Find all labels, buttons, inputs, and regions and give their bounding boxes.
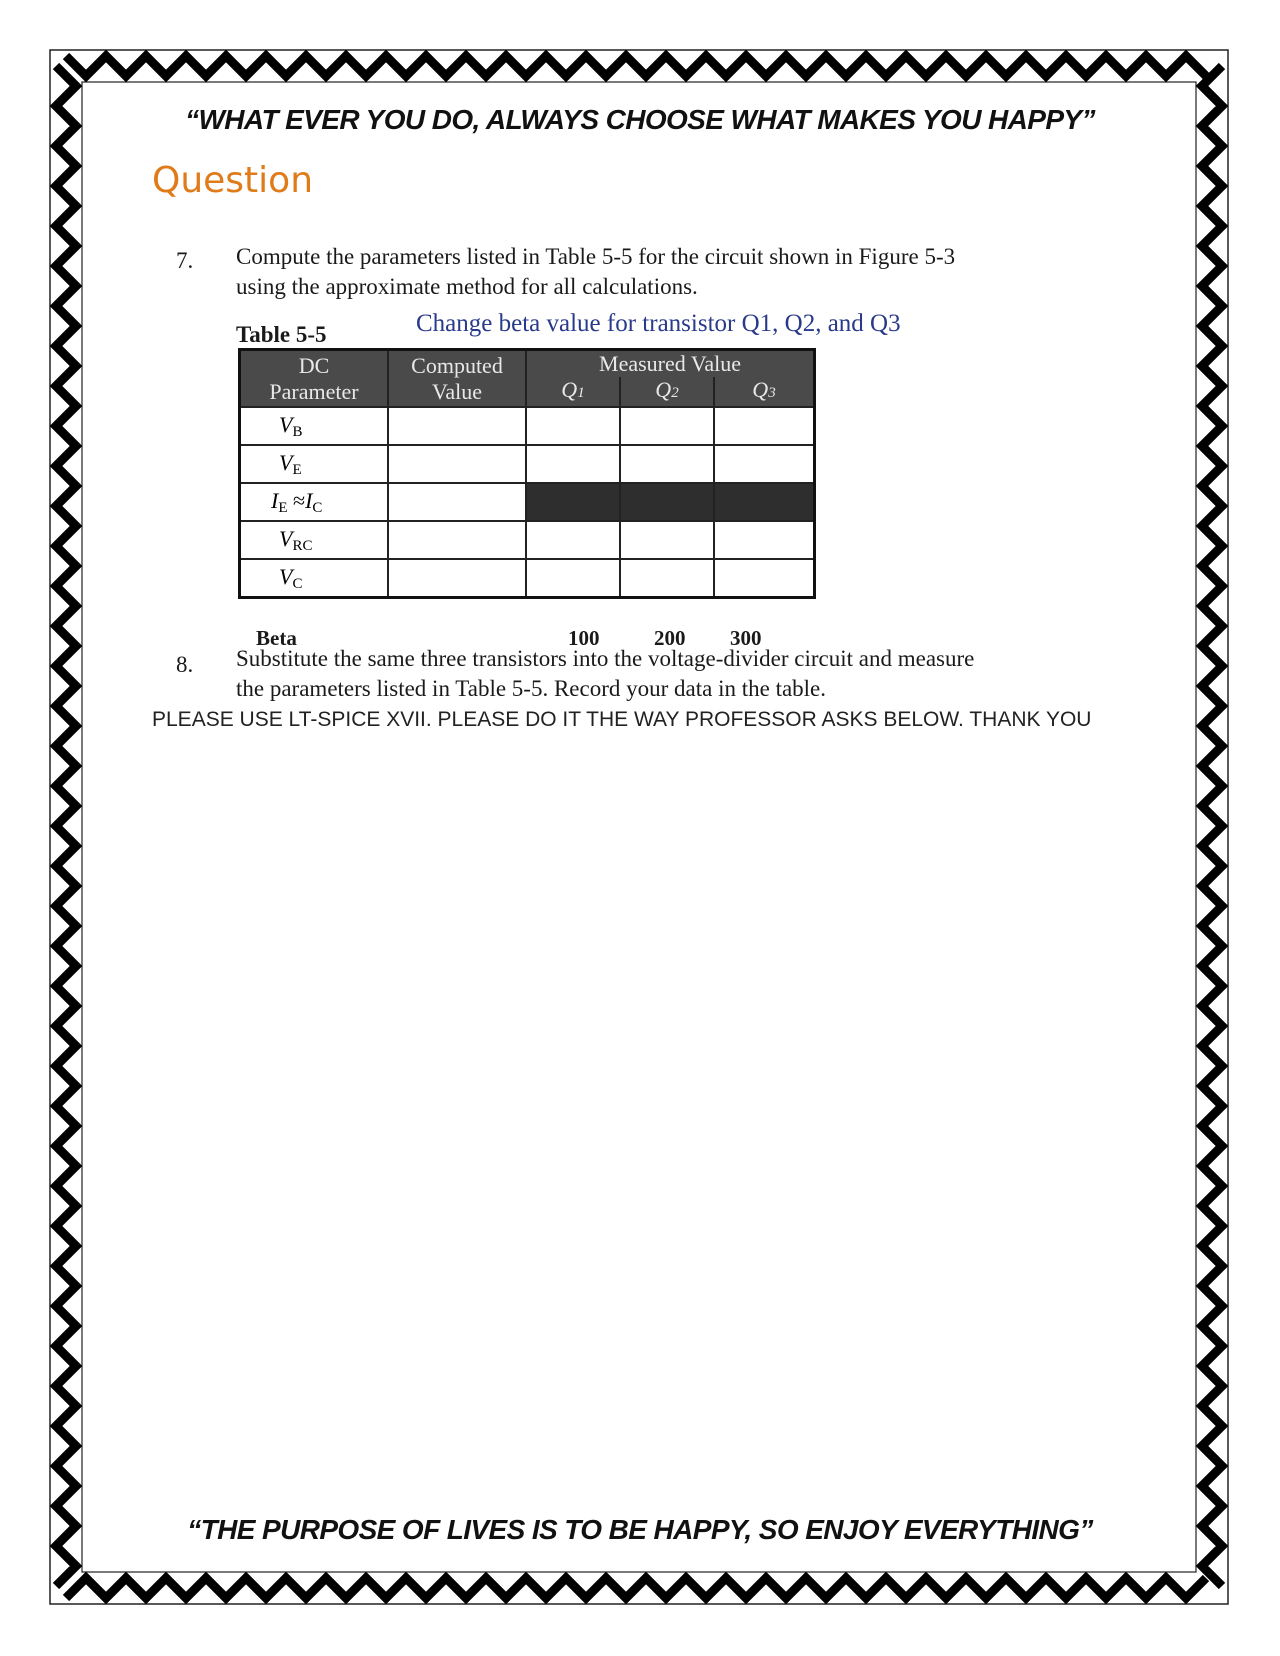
row-label-main: V — [279, 411, 293, 437]
cell-q2 — [620, 559, 714, 598]
q2-letter: Q — [655, 377, 672, 402]
header-dc: DC — [298, 352, 330, 378]
row-label-sub-2: C — [312, 499, 323, 516]
cell-q3-shaded — [714, 483, 815, 521]
cell-q3 — [714, 521, 815, 559]
beta-value-q1: 100 — [568, 626, 600, 650]
beta-label: Beta — [256, 626, 297, 650]
step-8-number: 8. — [176, 652, 194, 677]
q3-letter: Q — [752, 377, 769, 402]
row-label-vb — [240, 407, 389, 445]
header-measured-value: Measured Value — [526, 350, 815, 378]
header-q3 — [714, 377, 815, 407]
cell-q2 — [620, 445, 714, 483]
parameter-table — [238, 348, 816, 599]
cell-q2-shaded — [620, 483, 714, 521]
cell-q3 — [714, 445, 815, 483]
step-7-text — [236, 242, 955, 302]
cell-q3 — [714, 407, 815, 445]
zigzag-border-line — [66, 56, 1206, 76]
table-row — [240, 521, 815, 559]
top-quote: “WHAT EVER YOU DO, ALWAYS CHOOSE WHAT MAKES YOU HAPPY” — [185, 104, 1095, 135]
row-label-sub: E — [292, 461, 302, 478]
row-label-main: V — [279, 449, 293, 475]
step-7-line-2: using the approximate method for all calculations. — [236, 274, 698, 299]
header-value: Value — [431, 378, 483, 404]
row-label-main: I — [271, 487, 279, 513]
cell-computed — [388, 559, 526, 598]
row-label-sub: B — [292, 423, 303, 440]
q1-letter: Q — [561, 377, 578, 402]
row-label-ve — [240, 445, 389, 483]
beta-value-q2: 200 — [654, 626, 686, 650]
zigzag-border-line — [1202, 66, 1222, 1586]
row-label-vrc — [240, 521, 389, 559]
cell-q1 — [526, 407, 620, 445]
header-parameter: Parameter — [269, 378, 359, 404]
header-dc-parameter — [240, 350, 389, 408]
step-7-number: 7. — [176, 248, 194, 273]
zigzag-border-line — [66, 1578, 1206, 1598]
cell-q2 — [620, 521, 714, 559]
cell-computed — [388, 521, 526, 559]
row-label-main: V — [279, 563, 293, 589]
table-title: Table 5-5 — [236, 322, 327, 347]
q1-sub: 1 — [577, 385, 585, 401]
step-7-line-1: Compute the parameters listed in Table 5-5 for the circuit shown in Figure 5-3 — [236, 244, 956, 269]
table-row — [240, 483, 815, 521]
row-label-sub: C — [292, 575, 303, 592]
q2-sub: 2 — [671, 385, 679, 401]
approx-symbol: ≈ — [287, 487, 306, 513]
instruction-text: PLEASE USE LT-SPICE XVII. PLEASE DO IT THE WAY PROFESSOR ASKS BELOW. THANK YOU — [152, 708, 1092, 731]
header-computed-value — [388, 350, 526, 408]
row-label-sub: RC — [292, 537, 313, 554]
beta-value-q3: 300 — [730, 626, 762, 650]
table-row — [240, 559, 815, 598]
cell-q1 — [526, 445, 620, 483]
q3-sub: 3 — [768, 385, 776, 401]
table-header-row-1 — [240, 350, 815, 378]
question-heading: Question — [152, 160, 314, 201]
cell-q1-shaded — [526, 483, 620, 521]
step-8-text — [236, 644, 974, 704]
bottom-quote: “THE PURPOSE OF LIVES IS TO BE HAPPY, SO ENJOY EVERYTHING” — [187, 1514, 1093, 1545]
cell-q1 — [526, 559, 620, 598]
row-label-vc — [240, 559, 389, 598]
table-row — [240, 407, 815, 445]
row-label-sub: E — [278, 499, 288, 516]
beta-change-note: Change beta value for transistor Q1, Q2, and Q3 — [416, 310, 901, 337]
cell-computed — [388, 407, 526, 445]
cell-computed — [388, 445, 526, 483]
row-label-main: V — [279, 525, 293, 551]
cell-q1 — [526, 521, 620, 559]
cell-q2 — [620, 407, 714, 445]
zigzag-border-line — [56, 66, 76, 1586]
cell-q3 — [714, 559, 815, 598]
row-label-ie-ic — [240, 483, 389, 521]
step-8-line-1: Substitute the same three transistors into the voltage-divider circuit and measure — [236, 646, 975, 671]
row-label-main-2: I — [305, 487, 313, 513]
header-q1 — [526, 377, 620, 407]
cell-computed — [388, 483, 526, 521]
table-row — [240, 445, 815, 483]
header-q2 — [620, 377, 714, 407]
step-8-line-2: the parameters listed in Table 5-5. Record your data in the table. — [236, 676, 827, 701]
header-computed: Computed — [411, 352, 503, 378]
